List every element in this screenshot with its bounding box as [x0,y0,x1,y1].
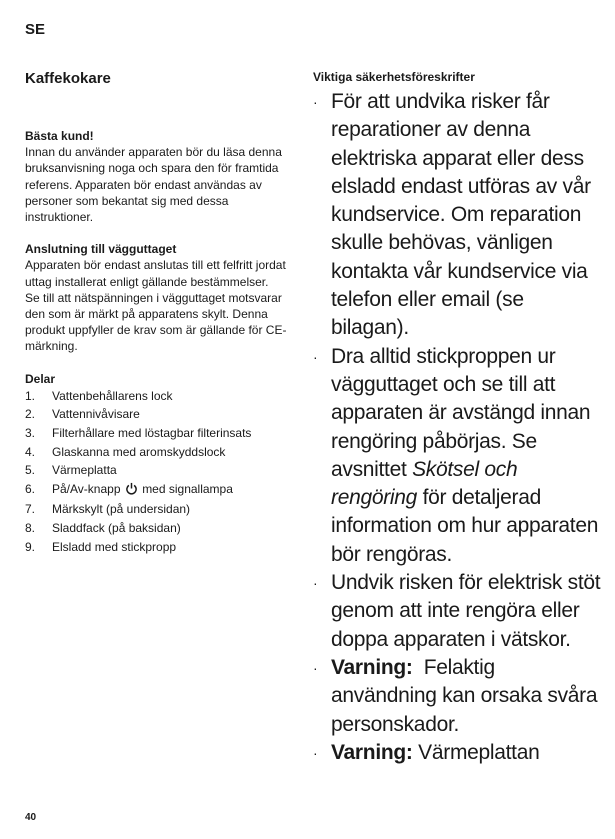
part-number: 2. [25,407,36,422]
part-number: 7. [25,502,36,517]
safety-item-text: Felaktig användning kan orsaka svåra personskador. [331,655,598,736]
part-number: 5. [25,463,36,478]
safety-item-text: Dra alltid stickproppen ur vägguttaget och se till att apparaten är avstängd innan rengöring påbörjas. Se avsnittet [331,344,591,481]
safety-item-text-continued: för detaljerad information om hur apparaten bör rengöras. [331,486,599,566]
safety-item-text: Värmeplattan [418,740,540,764]
list-item [25,461,295,480]
bullet-icon: · [313,744,318,761]
part-number: 9. [25,539,36,554]
list-item [25,519,295,538]
parts-list [25,387,295,556]
part-label: Filterhållare med löstagbar filterinsats [52,426,252,441]
list-item [25,387,295,406]
right-column [313,70,603,767]
intro-heading: Bästa kund! [25,129,94,143]
list-item [313,739,603,767]
warning-label: Varning: [331,655,413,679]
list-item [313,88,603,343]
safety-heading: Viktiga säkerhetsföreskrifter [313,70,475,84]
list-item [25,500,295,519]
list-item [25,538,295,557]
list-item [313,654,603,739]
connection-paragraph-1: Apparaten bör endast anslutas till ett felfritt jordat uttag installerat enligt gällande bestämmelser. [25,258,286,289]
part-label: Sladdfack (på baksidan) [52,521,181,535]
bullet-icon: · [313,94,318,110]
page-title: Kaffekokare [25,70,111,87]
part-label: Vattennivåvisare [52,407,140,422]
connection-paragraph-2: Se till att nätspänningen i vägguttaget motsvarar den som är märkt på apparatens skylt. Denna produkt uppfyller de krav som är gällande för CE-märkning. [25,290,287,354]
part-label: Värmeplatta [52,463,117,478]
part-label: Elsladd med stickpropp [52,539,177,554]
part-label-after: med signallampa [142,481,233,496]
intro-text: Innan du använder apparaten bör du läsa denna bruksanvisning noga och spara den för framtida referens. Apparaten bör endast användas av personer som bekantat sig med dessa instruktioner. [25,145,282,225]
connection-heading: Anslutning till vägguttaget [25,242,177,257]
bullet-icon: · [313,575,318,592]
warning-label: Varning: [331,740,413,764]
part-number: 4. [25,444,36,459]
bullet-icon: · [313,348,318,365]
power-icon [125,482,138,501]
list-item [25,405,295,424]
safety-item-text: För att undvika risker får reparationer av denna elektriska apparat eller dess elsladd endast utföras av vår kundservice. Om reparation skulle behövas, vänligen kontakta vår kundservice via telefon eller email (se bilagan). [331,90,591,340]
part-number: 1. [25,388,36,403]
intro-section [25,128,295,225]
page-number: 40 [25,812,37,823]
part-label-before: På/Av-knapp [52,481,121,496]
connection-section [25,241,295,354]
part-label: Vattenbehållarens lock [52,388,173,403]
list-item [313,569,603,654]
parts-heading: Delar [25,371,56,386]
list-item [313,343,603,569]
part-label: Glaskanna med aromskyddslock [52,444,226,459]
language-code: SE [25,21,46,38]
list-item [25,424,295,443]
safety-item-text: Undvik risken för elektrisk stöt genom att inte rengöra eller doppa apparaten i vätskor. [331,571,601,651]
part-label: Märkskylt (på undersidan) [52,502,191,517]
parts-section [25,371,295,557]
section-reference: Skötsel och rengöring [331,457,518,510]
left-column [25,128,295,572]
part-number: 6. [25,481,36,496]
bullet-icon: · [313,659,318,676]
list-item [25,480,295,501]
part-number: 8. [25,521,36,535]
part-label [52,480,233,501]
part-number: 3. [25,426,36,441]
list-item [25,443,295,462]
safety-list [313,88,603,767]
